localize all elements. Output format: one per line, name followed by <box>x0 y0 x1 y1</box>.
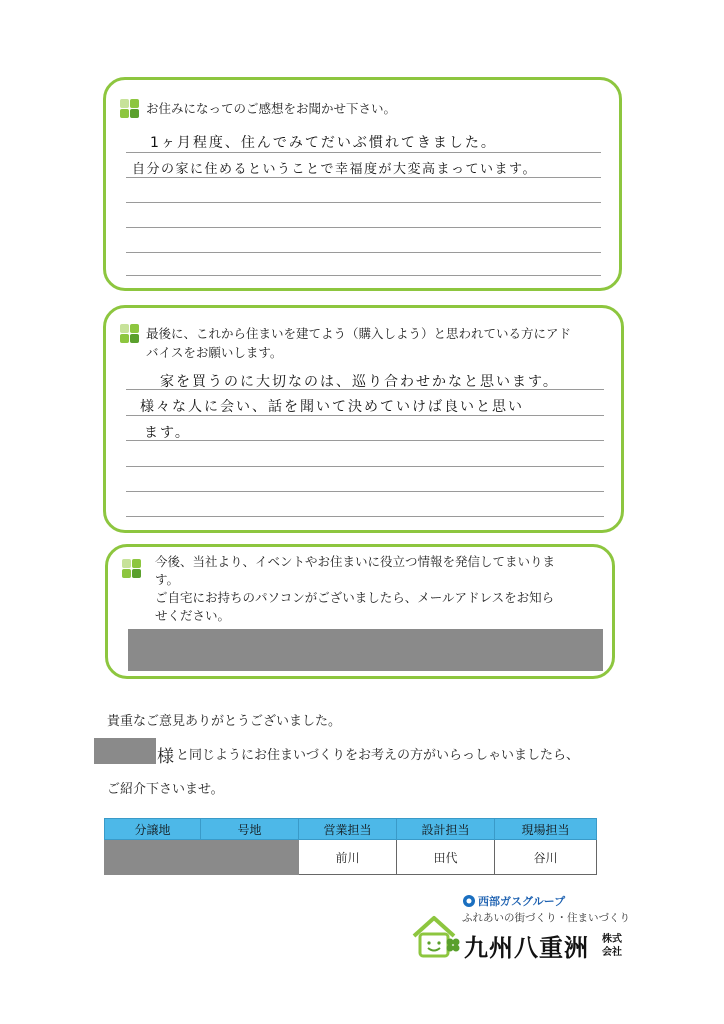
header-lot: 分譲地 <box>105 819 201 840</box>
header-sales: 営業担当 <box>299 819 397 840</box>
ruled-line <box>126 275 601 276</box>
ruled-line <box>126 389 604 390</box>
ruled-line <box>126 152 601 153</box>
house-mascot-icon <box>410 912 458 960</box>
email-notice-line: 今後、当社より、イベントやお住まいに役立つ情報を発信してまいりま <box>155 554 556 569</box>
company-name: 九州八重洲 <box>464 934 589 962</box>
ruled-line <box>126 516 604 517</box>
sama-text: 様 <box>157 747 174 767</box>
advice-question-line: バイスをお願いします。 <box>146 345 283 360</box>
ruled-line <box>126 252 601 253</box>
header-design: 設計担当 <box>397 819 495 840</box>
ruled-line <box>126 177 601 178</box>
sales-staff: 前川 <box>299 840 397 875</box>
logo-tagline: ふれあいの街づくり・住まいづくり <box>462 912 630 924</box>
handwritten-answer-line: ます。 <box>144 425 191 441</box>
ruled-line <box>126 491 604 492</box>
clover-leaf-icon <box>446 938 460 952</box>
header-site: 現場担当 <box>495 819 597 840</box>
email-notice-line: す。 <box>155 572 180 587</box>
handwritten-answer-line: 様々な人に会い、話を聞いて決めていけば良いと思い <box>140 399 524 415</box>
redacted-email-field <box>128 629 603 671</box>
staff-table <box>104 818 597 875</box>
company-logo <box>410 888 640 968</box>
ruled-line <box>126 227 601 228</box>
handwritten-answer-line: 家を買うのに大切なのは、巡り合わせかなと思います。 <box>160 374 559 390</box>
advice-question-line: 最後に、これから住まいを建てよう（購入しよう）と思われている方にアド <box>146 326 572 341</box>
email-box <box>105 544 615 679</box>
header-lot-number: 号地 <box>201 819 299 840</box>
impression-box <box>103 77 622 291</box>
company-suffix-top: 株式 <box>602 934 622 945</box>
redacted-lot-cell <box>105 840 299 875</box>
clover-icon <box>120 99 140 119</box>
email-notice-line: ご自宅にお持ちのパソコンがございましたら、メールアドレスをお知ら <box>155 590 555 605</box>
design-staff: 田代 <box>397 840 495 875</box>
impression-question: お住みになってのご感想をお聞かせ下さい。 <box>146 101 397 116</box>
email-notice-line: せください。 <box>155 608 231 623</box>
site-staff: 谷川 <box>495 840 597 875</box>
thanks-text: 貴重なご意見ありがとうございました。 <box>107 714 342 729</box>
ruled-line <box>126 415 604 416</box>
referral-closing-text: ご紹介下さいませ。 <box>107 782 224 797</box>
handwritten-answer-line: 1ヶ月程度、住んでみてだいぶ慣れてきました。 <box>150 135 497 151</box>
saibu-gas-mark-icon <box>462 894 476 908</box>
ruled-line <box>126 466 604 467</box>
referral-text: と同じようにお住まいづくりをお考えの方がいらっしゃいましたら、 <box>176 748 580 763</box>
redacted-customer-name <box>94 738 156 764</box>
group-name: 西部ガスグループ <box>478 895 566 908</box>
ruled-line <box>126 202 601 203</box>
company-suffix-bottom: 会社 <box>602 947 622 958</box>
clover-icon <box>122 559 142 579</box>
advice-box <box>103 305 624 533</box>
handwritten-answer-line: 自分の家に住めるということで幸福度が大変高まっています。 <box>132 162 537 177</box>
ruled-line <box>126 440 604 441</box>
clover-icon <box>120 324 140 344</box>
